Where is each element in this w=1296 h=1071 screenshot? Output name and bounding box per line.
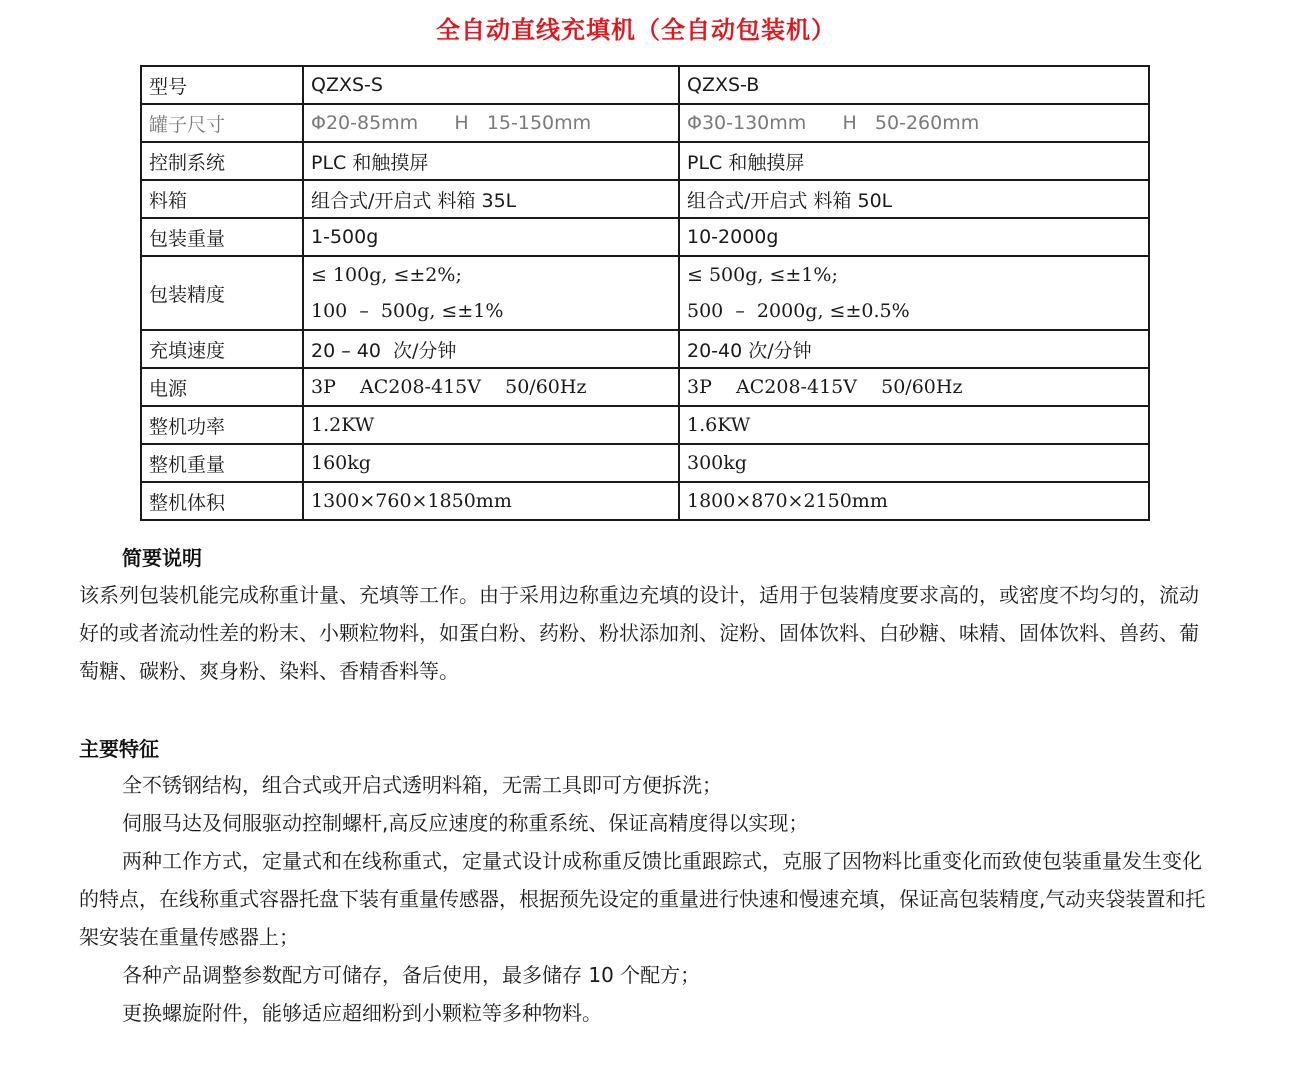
feature-item: 伺服马达及伺服驱动控制螺杆,高反应速度的称重系统、保证高精度得以实现；	[122, 811, 809, 835]
cell-model-b: 300kg	[679, 444, 1149, 482]
row-label: 控制系统	[141, 142, 303, 180]
table-row	[141, 368, 1149, 406]
row-label: 罐子尺寸	[141, 104, 303, 142]
precision-line: 100 – 500g, ≤±1%	[311, 300, 504, 322]
cell-model-b	[679, 256, 1149, 330]
table-row	[141, 256, 1149, 330]
cell-model-b: 3P AC208-415V 50/60Hz	[679, 368, 1149, 406]
table-row	[141, 218, 1149, 256]
row-label: 电源	[141, 368, 303, 406]
cell-model-b: PLC 和触摸屏	[679, 142, 1149, 180]
table-row	[141, 66, 1149, 104]
cell-model-s: 1.2KW	[303, 406, 679, 444]
cell-model-s: 20 – 40 次/分钟	[303, 330, 679, 368]
table-row	[141, 444, 1149, 482]
table-row	[141, 142, 1149, 180]
row-label: 整机功率	[141, 406, 303, 444]
row-label: 整机体积	[141, 482, 303, 520]
table-row	[141, 180, 1149, 218]
row-label: 充填速度	[141, 330, 303, 368]
summary-heading: 简要说明	[122, 546, 202, 570]
cell-model-b: Φ30-130mm H 50-260mm	[679, 104, 1149, 142]
cell-model-s: 160kg	[303, 444, 679, 482]
cell-model-s: QZXS-S	[303, 66, 679, 104]
cell-model-b: 10-2000g	[679, 218, 1149, 256]
summary-text: 该系列包装机能完成称重计量、充填等工作。由于采用边称重边充填的设计，适用于包装精度要求高的，或密度不均匀的，流动好的或者流动性差的粉末、小颗粒物料，如蛋白粉、药粉、粉状添加剂、淀粉、固体饮料、白砂糖、味精、固体饮料、兽药、葡萄糖、碳粉、爽身粉、染料、香精香料等。	[79, 583, 1199, 683]
cell-model-s: 1-500g	[303, 218, 679, 256]
spec-table	[140, 65, 1150, 521]
feature-item: 各种产品调整参数配方可储存，备后使用，最多储存 10 个配方；	[122, 963, 701, 987]
table-row	[141, 104, 1149, 142]
feature-item: 两种工作方式，定量式和在线称重式，定量式设计成称重反馈比重跟踪式，克服了因物料比重变化而致使包装重量发生变化的特点，在线称重式容器托盘下装有重量传感器，根据预先设定的重量进行快速和慢速充填，保证高包装精度,气动夹袋装置和托架安装在重量传感器上；	[79, 849, 1206, 949]
precision-line: 500 – 2000g, ≤±0.5%	[687, 300, 910, 322]
row-label: 包装重量	[141, 218, 303, 256]
feature-item: 更换螺旋附件，能够适应超细粉到小颗粒等多种物料。	[122, 1001, 602, 1025]
table-row	[141, 406, 1149, 444]
row-label: 整机重量	[141, 444, 303, 482]
page-title: 全自动直线充填机（全自动包装机）	[436, 16, 836, 44]
table-row	[141, 330, 1149, 368]
features-heading: 主要特征	[79, 737, 159, 761]
table-row	[141, 482, 1149, 520]
precision-line: ≤ 500g, ≤±1%;	[687, 264, 838, 286]
cell-model-s: 组合式/开启式 料箱 35L	[303, 180, 679, 218]
row-label: 料箱	[141, 180, 303, 218]
cell-model-s: Φ20-85mm H 15-150mm	[303, 104, 679, 142]
cell-model-b: 组合式/开启式 料箱 50L	[679, 180, 1149, 218]
cell-model-b: 20-40 次/分钟	[679, 330, 1149, 368]
features-list	[79, 766, 1214, 1032]
precision-line: ≤ 100g, ≤±2%;	[311, 264, 462, 286]
row-label: 包装精度	[141, 256, 303, 330]
cell-model-s	[303, 256, 679, 330]
cell-model-s: 3P AC208-415V 50/60Hz	[303, 368, 679, 406]
cell-model-s: 1300×760×1850mm	[303, 482, 679, 520]
cell-model-b: 1800×870×2150mm	[679, 482, 1149, 520]
feature-item: 全不锈钢结构，组合式或开启式透明料箱，无需工具即可方便拆洗；	[122, 773, 722, 797]
cell-model-b: 1.6KW	[679, 406, 1149, 444]
cell-model-b: QZXS-B	[679, 66, 1149, 104]
cell-model-s: PLC 和触摸屏	[303, 142, 679, 180]
row-label: 型号	[141, 66, 303, 104]
